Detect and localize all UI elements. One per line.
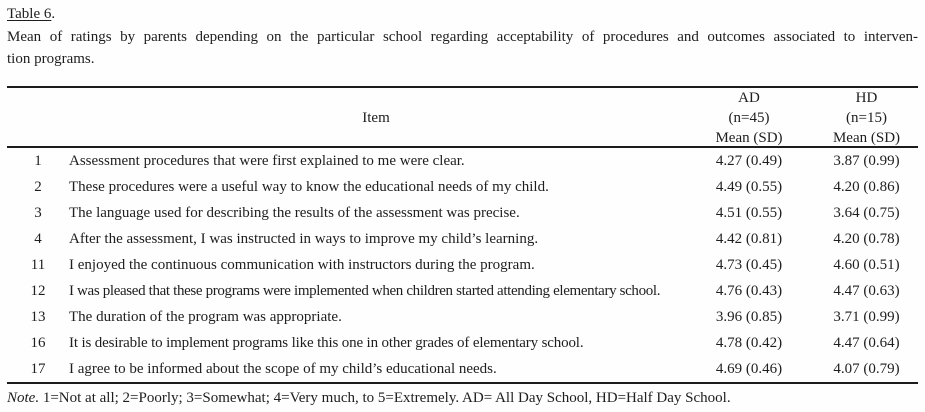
item-number: 17 [30, 361, 46, 377]
hd-mean-sd: 4.07 (0.79) [833, 361, 900, 377]
hd-mean-sd: 4.20 (0.86) [833, 179, 900, 195]
hd-mean-sd: 3.71 (0.99) [833, 309, 900, 325]
caption-line-2: tion programs. [7, 51, 95, 67]
ad-school-label: AD [738, 90, 760, 106]
hd-mean-sd: 4.60 (0.51) [833, 257, 900, 273]
hd-sample-size: (n=15) [846, 110, 887, 126]
ad-mean-sd: 4.42 (0.81) [715, 231, 783, 247]
item-text: After the assessment, I was instructed in ways to improve my child’s learning. [69, 231, 539, 247]
table-header-row [7, 88, 918, 148]
table-number-text: Table 6 [7, 6, 52, 22]
table-row [7, 174, 918, 200]
ad-mean-sd: 4.78 (0.42) [715, 335, 783, 351]
item-text: Assessment procedures that were first explained to me were clear. [69, 153, 465, 169]
item-text: These procedures were a useful way to know the educational needs of my child. [69, 179, 549, 195]
column-header-ad [683, 88, 815, 148]
table-row [7, 356, 918, 382]
table-number-label [7, 4, 918, 24]
ad-mean-sd: 4.49 (0.55) [715, 179, 783, 195]
item-number: 16 [30, 335, 46, 351]
item-number: 12 [30, 283, 46, 299]
item-number: 3 [34, 205, 42, 221]
table-row [7, 304, 918, 330]
hd-stat-label: Mean (SD) [832, 130, 901, 146]
item-text: The language used for describing the results of the assessment was precise. [69, 205, 520, 221]
table-row [7, 330, 918, 356]
ad-mean-sd: 4.51 (0.55) [715, 205, 783, 221]
ad-sample-size: (n=45) [728, 110, 770, 126]
item-number: 2 [34, 179, 42, 195]
table-number-period: . [51, 6, 56, 22]
hd-mean-sd: 4.47 (0.63) [833, 283, 900, 299]
ad-mean-sd: 4.76 (0.43) [715, 283, 783, 299]
item-text: I was pleased that these programs were implemented when children started attending elementary school. [69, 283, 661, 299]
item-text: I agree to be informed about the scope of my child’s educational needs. [69, 361, 497, 377]
table-row [7, 148, 918, 174]
table-row [7, 278, 918, 304]
column-header-hd [815, 88, 918, 148]
hd-mean-sd: 4.47 (0.64) [833, 335, 900, 351]
caption-line-1: Mean of ratings by parents depending on the particular school regarding acceptability of procedures and outcomes associated to interven- [7, 29, 918, 45]
ad-mean-sd: 4.27 (0.49) [715, 153, 783, 169]
column-header-item: Item [362, 109, 390, 126]
item-number: 11 [30, 257, 46, 273]
ad-mean-sd: 4.73 (0.45) [715, 257, 783, 273]
item-number: 13 [30, 309, 46, 325]
hd-mean-sd: 4.20 (0.78) [833, 231, 900, 247]
table-row [7, 252, 918, 278]
item-number: 4 [34, 231, 42, 247]
ratings-table [7, 86, 918, 384]
item-number: 1 [34, 153, 42, 169]
ad-stat-label: Mean (SD) [715, 130, 783, 146]
table-body [7, 148, 918, 382]
hd-mean-sd: 3.87 (0.99) [833, 153, 900, 169]
item-text: The duration of the program was appropriate. [69, 309, 342, 325]
ad-mean-sd: 4.69 (0.46) [715, 361, 783, 377]
item-text: I enjoyed the continuous communication with instructors during the program. [69, 257, 535, 273]
table-note [7, 388, 918, 408]
table-caption [7, 26, 918, 70]
hd-mean-sd: 3.64 (0.75) [833, 205, 900, 221]
note-label: Note. [7, 390, 40, 406]
note-text: 1=Not at all; 2=Poorly; 3=Somewhat; 4=Very much, to 5=Extremely. AD= All Day School, HD=Half Day School. [39, 390, 731, 406]
item-text: It is desirable to implement programs like this one in other grades of elementary school. [69, 335, 584, 351]
hd-school-label: HD [855, 90, 878, 106]
table-row [7, 200, 918, 226]
ad-mean-sd: 3.96 (0.85) [715, 309, 783, 325]
table-row [7, 226, 918, 252]
